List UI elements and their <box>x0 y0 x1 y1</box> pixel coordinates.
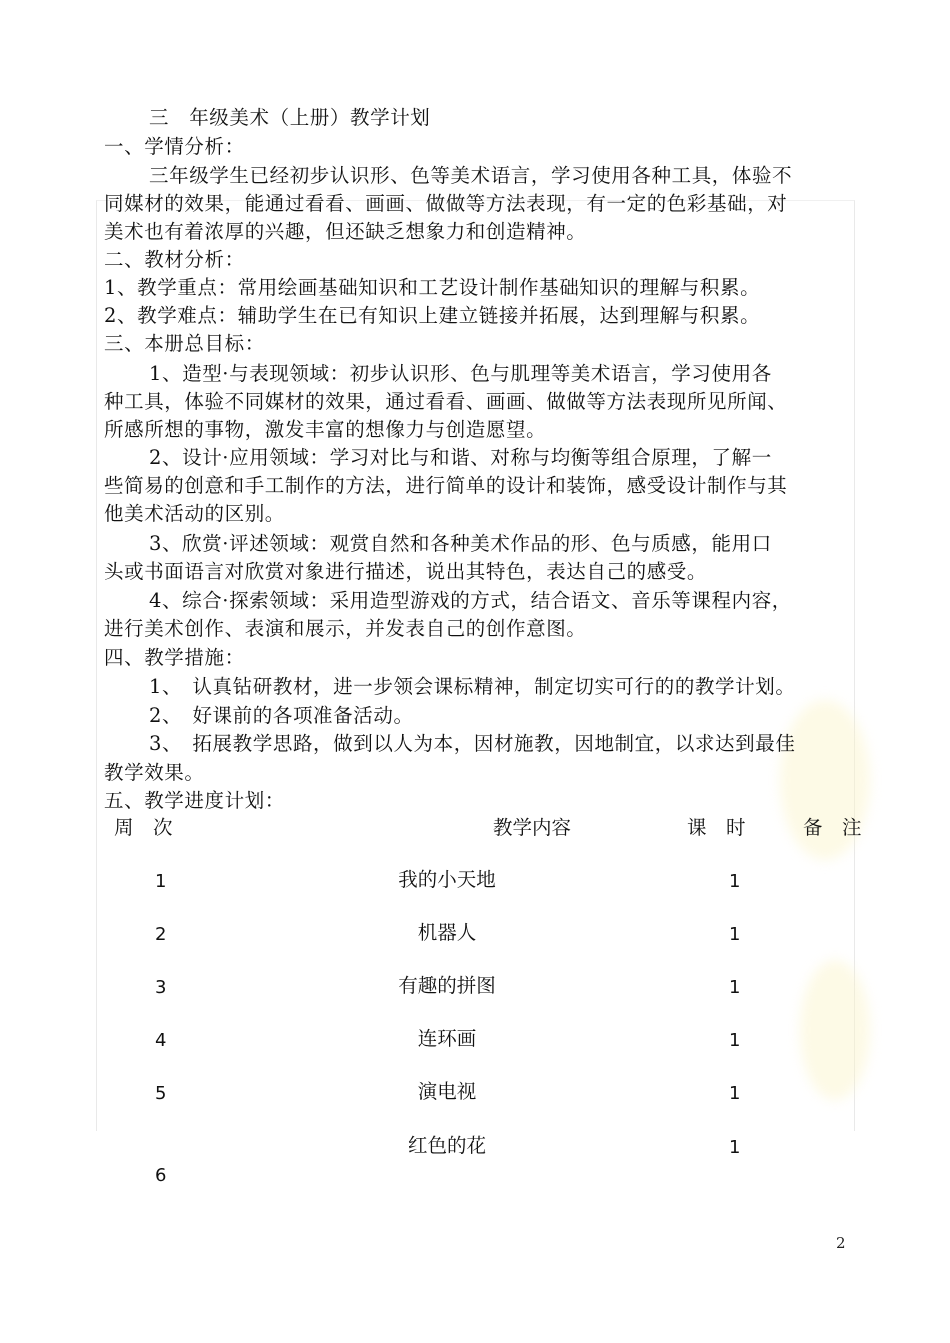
paragraph-line: 4、综合·探索领域：采用造型游戏的方式，结合语文、音乐等课程内容， <box>149 589 792 612</box>
paragraph-line: 同媒材的效果，能通过看看、画画、做做等方法表现，有一定的色彩基础，对 <box>104 192 788 215</box>
paragraph-line: 1、 认真钻研教材，进一步领会课标精神，制定切实可行的的教学计划。 <box>149 675 796 698</box>
content-cell: 机器人 <box>417 921 477 944</box>
column-header-note: 备 注 <box>803 816 862 839</box>
content-cell: 演电视 <box>417 1080 477 1103</box>
content-cell: 连环画 <box>417 1027 477 1050</box>
paragraph-line: 三年级学生已经初步认识形、色等美术语言，学习使用各种工具，体验不 <box>149 164 793 187</box>
content-cell: 我的小天地 <box>398 868 496 891</box>
week-cell: 2 <box>155 924 167 945</box>
section-heading-2: 二、教材分析： <box>104 248 245 271</box>
paragraph-line: 1、教学重点：常用绘画基础知识和工艺设计制作基础知识的理解与积累。 <box>104 276 761 299</box>
column-header-hours: 课 时 <box>687 816 746 839</box>
week-cell: 5 <box>155 1083 167 1104</box>
week-cell: 3 <box>155 977 167 998</box>
week-cell: 1 <box>155 871 167 892</box>
hours-cell: 1 <box>729 977 741 998</box>
paragraph-line: 3、欣赏·评述领域：观赏自然和各种美术作品的形、色与质感，能用口 <box>149 532 772 555</box>
column-header-week: 周 次 <box>114 816 173 839</box>
column-header-content: 教学内容 <box>493 816 572 839</box>
section-heading-4: 四、教学措施： <box>104 646 245 669</box>
hours-cell: 1 <box>729 871 741 892</box>
paragraph-line: 头或书面语言对欣赏对象进行描述，说出其特色，表达自己的感受。 <box>104 560 708 583</box>
paragraph-line: 进行美术创作、表演和展示，并发表自己的创作意图。 <box>104 617 587 640</box>
paragraph-line: 美术也有着浓厚的兴趣，但还缺乏想象力和创造精神。 <box>104 220 587 243</box>
background-tint <box>800 960 870 1100</box>
page-number: 2 <box>836 1234 846 1252</box>
hours-cell: 1 <box>729 1137 741 1158</box>
content-cell: 红色的花 <box>407 1134 487 1157</box>
section-heading-1: 一、学情分析： <box>104 135 245 158</box>
paragraph-line: 种工具，体验不同媒材的效果，通过看看、画画、做做等方法表现所见所闻、 <box>104 390 788 413</box>
paragraph-line: 些简易的创意和手工制作的方法，进行简单的设计和装饰，感受设计制作与其 <box>104 474 788 497</box>
week-cell: 4 <box>155 1030 167 1051</box>
paragraph-line: 所感所想的事物，激发丰富的想像力与创造愿望。 <box>104 418 547 441</box>
content-cell: 有趣的拼图 <box>398 974 496 997</box>
hours-cell: 1 <box>729 924 741 945</box>
page-title: 三 年级美术（上册）教学计划 <box>149 106 431 129</box>
paragraph-line: 2、 好课前的各项准备活动。 <box>149 704 414 727</box>
section-heading-5: 五、教学进度计划： <box>104 789 285 812</box>
section-heading-3: 三、本册总目标： <box>104 332 265 355</box>
paragraph-line: 2、设计·应用领域：学习对比与和谐、对称与均衡等组合原理，了解一 <box>149 446 772 469</box>
paragraph-line: 他美术活动的区别。 <box>104 502 285 525</box>
paragraph-line: 2、教学难点：辅助学生在已有知识上建立链接并拓展，达到理解与积累。 <box>104 304 761 327</box>
week-cell: 6 <box>155 1165 167 1186</box>
paragraph-line: 教学效果。 <box>104 761 205 784</box>
hours-cell: 1 <box>729 1083 741 1104</box>
paragraph-line: 3、 拓展教学思路，做到以人为本，因材施教，因地制宜，以求达到最佳 <box>149 732 796 755</box>
paragraph-line: 1、造型·与表现领域：初步认识形、色与肌理等美术语言，学习使用各 <box>149 362 772 385</box>
hours-cell: 1 <box>729 1030 741 1051</box>
